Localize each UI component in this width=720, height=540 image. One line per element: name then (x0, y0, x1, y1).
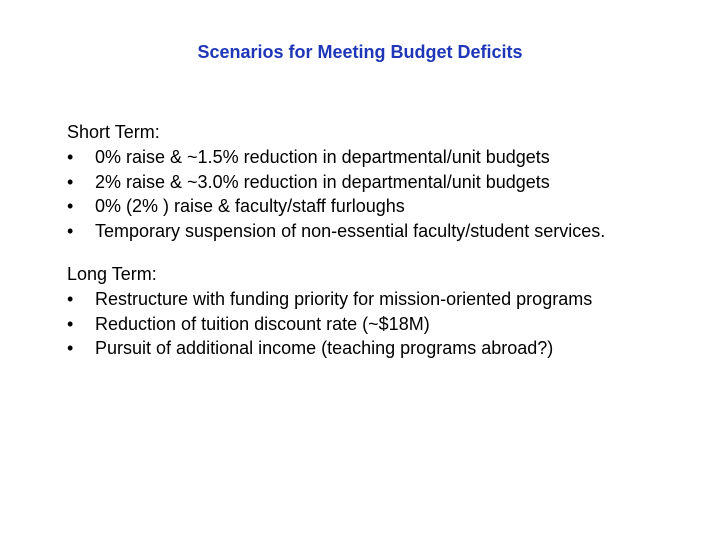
short-term-section (67, 120, 707, 243)
long-term-list (67, 287, 707, 361)
short-term-list (67, 145, 707, 243)
list-item-text: Reduction of tuition discount rate (~$18M) (95, 313, 430, 334)
bullet-icon: • (67, 147, 74, 167)
list-item (67, 194, 707, 219)
list-item (67, 170, 707, 195)
list-item-text: Restructure with funding priority for mission-oriented programs (95, 289, 593, 309)
list-item-text: Pursuit of additional income (teaching programs abroad?) (95, 338, 554, 358)
short-term-heading: Short Term: (67, 122, 160, 142)
list-item-text: 0% (2% ) raise & faculty/staff furloughs (95, 196, 405, 216)
list-item (67, 145, 707, 170)
bullet-icon: • (67, 196, 74, 216)
bullet-icon: • (67, 171, 74, 192)
long-term-section (67, 262, 707, 361)
bullet-icon: • (67, 220, 74, 241)
list-item (67, 312, 707, 337)
slide-title: Scenarios for Meeting Budget Deficits (197, 42, 523, 62)
list-item-text: 2% raise & ~3.0% reduction in departmental/unit budgets (95, 171, 550, 192)
bullet-icon: • (67, 338, 74, 358)
bullet-icon: • (67, 289, 74, 309)
list-item-text: Temporary suspension of non-essential faculty/student services. (95, 220, 606, 241)
list-item-text: 0% raise & ~1.5% reduction in departmental/unit budgets (95, 147, 550, 167)
list-item (67, 219, 707, 244)
list-item (67, 336, 707, 361)
bullet-icon: • (67, 313, 74, 334)
list-item (67, 287, 707, 312)
long-term-heading: Long Term: (67, 264, 157, 284)
